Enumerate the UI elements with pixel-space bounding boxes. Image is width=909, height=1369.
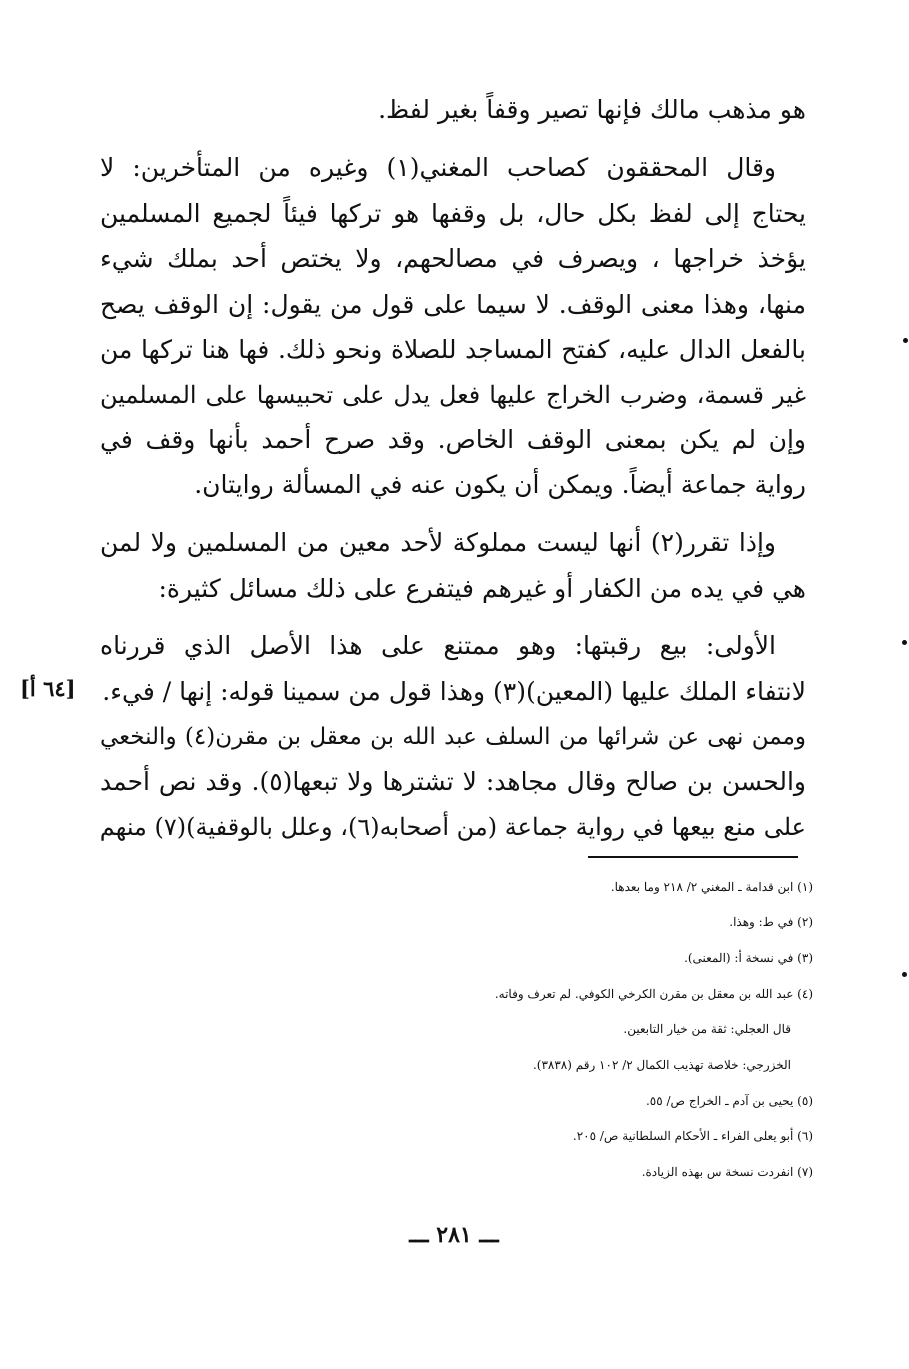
footnote: (٣) في نسخة أ: (المعنى).: [684, 951, 813, 965]
footnote: (١) ابن قدامة ـ المغني ٢/ ٢١٨ وما بعدها.: [610, 880, 813, 894]
text-line: هي في يده من الكفار أو غيرهم فيتفرع على ذلك مسائل كثيرة:: [158, 574, 806, 603]
text-line: هو مذهب مالك فإنها تصير وقفاً بغير لفظ.: [378, 95, 806, 124]
text-line: وإن لم يكن بمعنى الوقف الخاص. وقد صرح أحمد بأنها وقف في: [100, 425, 806, 454]
text-line: والحسن بن صالح وقال مجاهد: لا تشترها ولا تبعها(٥). وقد نص أحمد: [100, 767, 806, 796]
text-line: بالفعل الدال عليه، كفتح المساجد للصلاة ونحو ذلك. فها هنا تركها من: [100, 335, 806, 364]
manuscript-folio-marker: [٦٤ أ]: [20, 676, 76, 701]
scan-speck: [902, 972, 907, 977]
footnote-separator: [588, 856, 798, 858]
text-line: وإذا تقرر(٢) أنها ليست مملوكة لأحد معين من المسلمين ولا لمن: [100, 528, 776, 557]
text-line: غير قسمة، وضرب الخراج عليها فعل يدل على تحبيسها على المسلمين: [100, 381, 806, 409]
footnote: (٢) في ط: وهذا.: [729, 915, 813, 929]
footnote: (٦) أبو يعلى الفراء ـ الأحكام السلطانية ص/ ٢٠٥.: [572, 1129, 813, 1143]
footnote: (٧) انفردت نسخة س بهذه الزيادة.: [641, 1165, 813, 1179]
text-line: وممن نهى عن شرائها من السلف عبد الله بن معقل بن مقرن(٤) والنخعي: [100, 724, 807, 750]
text-line: لانتفاء الملك عليها (المعين)(٣) وهذا قول من سمينا قوله: إنها / فيء.: [102, 677, 806, 706]
text-line: يحتاج إلى لفظ بكل حال، بل وقفها هو تركها فيئاً لجميع المسلمين: [100, 199, 806, 228]
scan-speck: [902, 640, 907, 645]
text-line: منها، وهذا معنى الوقف. لا سيما على قول من يقول: إن الوقف يصح: [100, 290, 806, 319]
footnote-continuation: الخزرجي: خلاصة تهذيب الكمال ٢/ ١٠٢ رقم (٣٨٣٨).: [532, 1058, 791, 1072]
text-line: رواية جماعة أيضاً. ويمكن أن يكون عنه في المسألة روايتان.: [194, 470, 806, 499]
text-line: وقال المحققون كصاحب المغني(١) وغيره من المتأخرين: لا: [100, 153, 777, 182]
footnote-continuation: قال العجلي: ثقة من خيار التابعين.: [623, 1022, 791, 1036]
page-number: ـــ ٢٨١ ـــ: [409, 1222, 499, 1248]
footnote: (٥) يحيى بن آدم ـ الخراج ص/ ٥٥.: [645, 1094, 813, 1108]
text-line: الأولى: بيع رقبتها: وهو ممتنع على هذا الأصل الذي قررناه: [100, 631, 776, 660]
text-line: على منع بيعها في رواية جماعة (من أصحابه(٦)، وعلل بالوقفية)(٧) منهم: [99, 813, 806, 841]
footnote: (٤) عبد الله بن معقل بن مقرن الكرخي الكوفي. لم تعرف وفاته.: [494, 987, 813, 1001]
text-line: يؤخذ خراجها ، ويصرف في مصالحهم، ولا يختص أحد بملك شيء: [100, 244, 806, 273]
scan-speck: [903, 338, 908, 343]
